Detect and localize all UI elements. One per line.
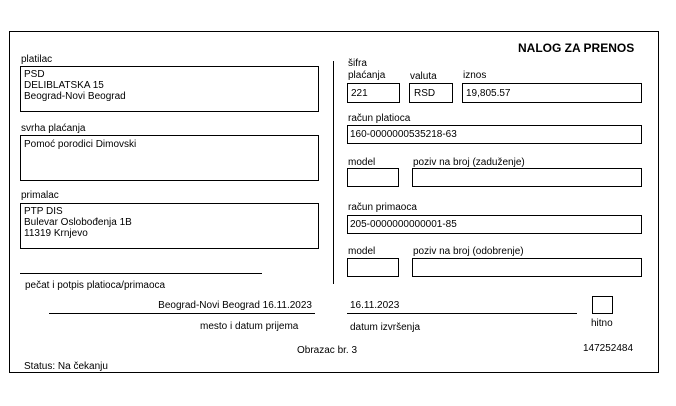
amount-field[interactable]: [462, 83, 642, 103]
credit-model-field[interactable]: [347, 258, 399, 277]
payment-code-label-line2: plaćanja: [348, 70, 386, 81]
place-date-label: mesto i datum prijema: [200, 321, 299, 332]
currency-value: RSD: [414, 88, 436, 99]
payment-code-label-line1: šifra: [348, 58, 367, 69]
recipient-account-label: račun primaoca: [348, 202, 417, 213]
payment-code-field[interactable]: [347, 83, 400, 103]
execution-date-label: datum izvršenja: [350, 322, 421, 333]
urgent-checkbox[interactable]: [592, 296, 613, 314]
recipient-account-value: 205-0000000000001-85: [350, 219, 457, 230]
form-number: Obrazac br. 3: [297, 345, 358, 356]
debit-model-label: model: [348, 157, 376, 168]
status-text: Status: Na čekanju: [24, 361, 108, 372]
payer-account-label: račun platioca: [348, 113, 411, 124]
recipient-account-field[interactable]: [347, 215, 642, 234]
payer-account-value: 160-0000000535218-63: [350, 129, 457, 140]
execution-date-value: 16.11.2023: [350, 300, 400, 311]
credit-reference-field[interactable]: [412, 258, 642, 277]
form-title: NALOG ZA PRENOS: [518, 41, 635, 55]
amount-label: iznos: [463, 70, 487, 81]
payer-label: platilac: [21, 54, 53, 65]
payer-value: PSD DELIBLATSKA 15 Beograd-Novi Beograd: [24, 69, 126, 102]
purpose-field[interactable]: [20, 135, 319, 181]
urgent-label: hitno: [591, 318, 613, 329]
place-date-line: [49, 313, 315, 314]
signature-line: [20, 273, 262, 274]
currency-label: valuta: [410, 71, 437, 82]
stamp-label: pečat i potpis platioca/primaoca: [25, 280, 166, 291]
recipient-value: PTP DIS Bulevar Oslobođenja 1B 11319 Krnjevo: [24, 206, 132, 239]
debit-reference-field[interactable]: [412, 168, 642, 187]
debit-reference-label: poziv na broj (zaduženje): [413, 157, 525, 168]
column-divider: [333, 61, 334, 284]
debit-model-field[interactable]: [347, 168, 399, 187]
purpose-value: Pomoć porodici Dimovski: [24, 139, 137, 150]
recipient-label: primalac: [21, 190, 59, 201]
amount-value: 19,805.57: [466, 88, 511, 99]
currency-field[interactable]: [409, 83, 453, 103]
credit-reference-label: poziv na broj (odobrenje): [413, 246, 524, 257]
document-number: 147252484: [583, 343, 634, 354]
recipient-field[interactable]: [20, 203, 319, 249]
purpose-label: svrha plaćanja: [21, 123, 86, 134]
payer-account-field[interactable]: [347, 125, 642, 144]
execution-date-line: [347, 313, 577, 314]
payment-code-value: 221: [351, 88, 368, 99]
credit-model-label: model: [348, 246, 376, 257]
place-date-value: Beograd-Novi Beograd 16.11.2023: [158, 300, 312, 311]
payer-field[interactable]: [20, 66, 319, 112]
